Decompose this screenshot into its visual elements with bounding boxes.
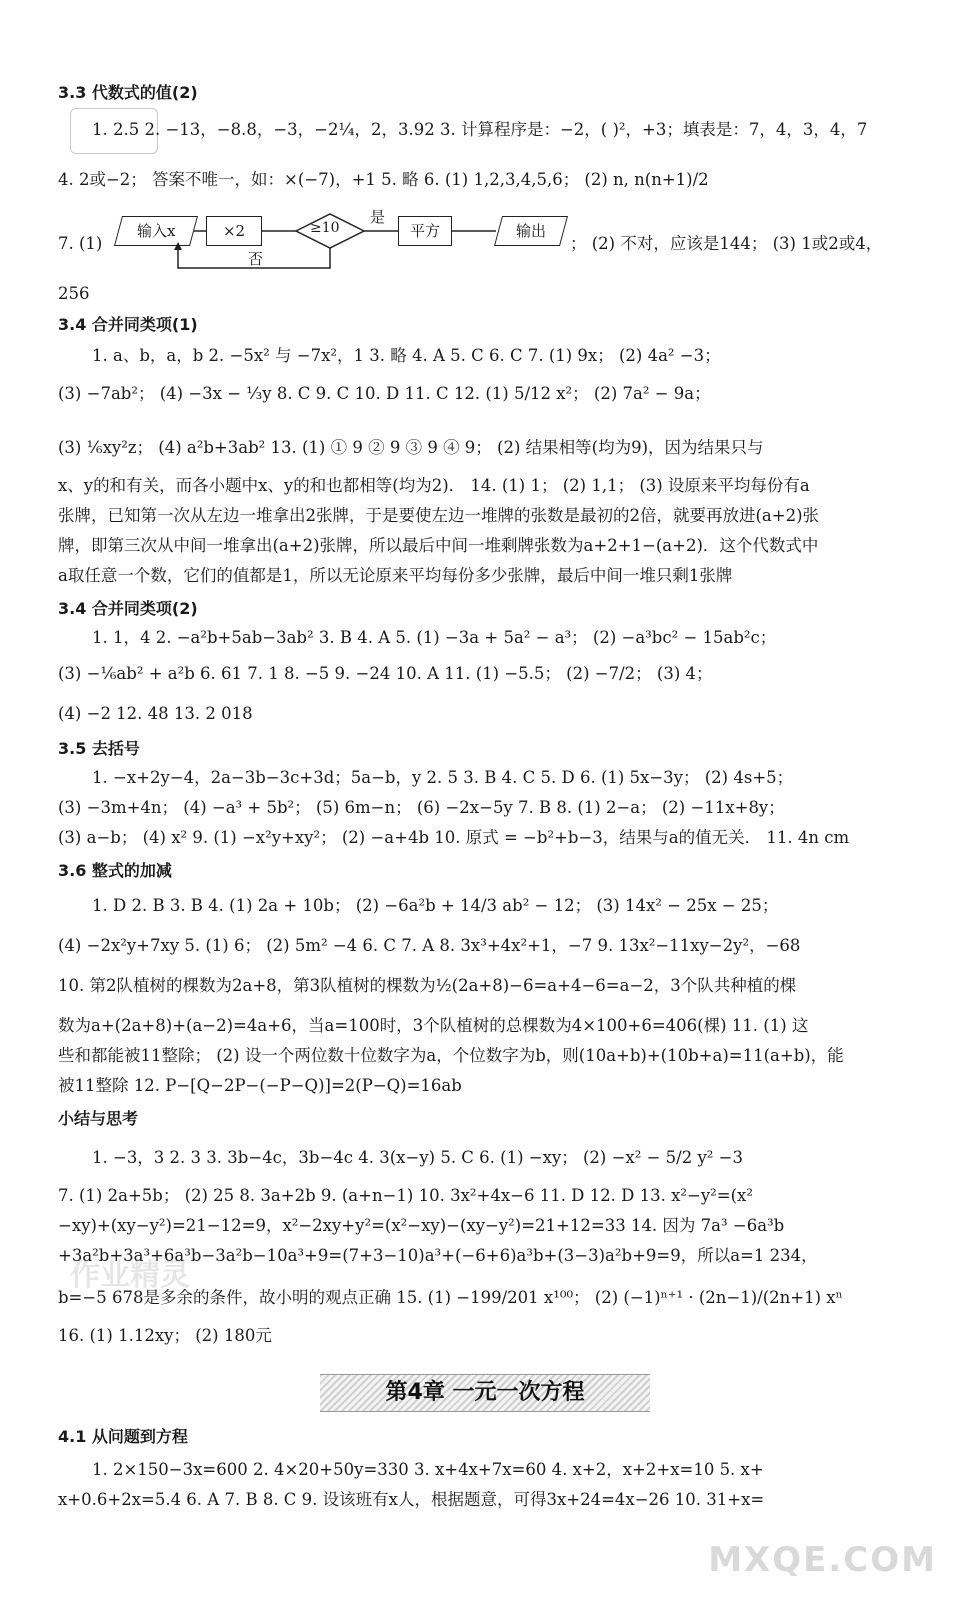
answer-line-prefix: 7. (1) [58, 234, 103, 253]
section-title-3-3: 3.3 代数式的值(2) [58, 83, 198, 102]
answer-line: 4. 2或−2； 答案不唯一，如：×(−7)，+1 5. 略 6. (1) 1,2,3,4,5,6； (2) n, n(n+1)/2 [58, 170, 709, 189]
section-title-3-6: 3.6 整式的加减 [58, 861, 172, 880]
section-title-4-1: 4.1 从问题到方程 [58, 1427, 188, 1446]
answer-line: 7. (1) 2a+5b； (2) 25 8. 3a+2b 9. (a+n−1) 10. 3x²+4x−6 11. D 12. D 13. x²−y²=(x² [58, 1186, 753, 1205]
section-title-3-4-1: 3.4 合并同类项(1) [58, 315, 198, 334]
answer-line-suffix: ； (2) 不对，应该是144； (3) 1或2或4， [570, 234, 883, 253]
answer-line: 10. 第2队植树的棵数为2a+8，第3队植树的棵数为½(2a+8)−6=a+4−6=a−2，3个队共种植的棵 [58, 976, 797, 995]
site-watermark: MXQE.COM [708, 1540, 937, 1580]
answer-line: 牌，即第三次从中间一堆拿出(a+2)张牌，所以最后中间一堆剩牌张数为a+2+1−(a+2)．这个代数式中 [58, 536, 819, 555]
answer-line: x+0.6+2x=5.4 6. A 7. B 8. C 9. 设该班有x人，根据题意，可得3x+24=4x−26 10. 31+x= [58, 1490, 765, 1509]
answer-line: −xy)+(xy−y²)=21−12=9，x²−2xy+y²=(x²−xy)−(xy−y²)=21+12=33 14. 因为 7a³ −6a³b [58, 1216, 785, 1235]
answer-line: 张牌，已知第一次从左边一堆拿出2张牌，于是要使左边一堆牌的张数是最初的2倍，就要再放进(a+2)张 [58, 506, 820, 525]
answer-line: 1. −x+2y−4，2a−3b−3c+3d；5a−b，y 2. 5 3. B 4. C 5. D 6. (1) 5x−3y； (2) 4s+5； [92, 768, 794, 787]
chapter-banner: 第4章 一元一次方程 [320, 1374, 650, 1412]
flowchart-no-label: 否 [248, 250, 264, 268]
flowchart-square-box: 平方 [398, 216, 452, 246]
answer-line: a取任意一个数，它们的值都是1，所以无论原来平均每份多少张牌，最后中间一堆只剩1张牌 [58, 566, 733, 585]
section-title-3-5: 3.5 去括号 [58, 739, 140, 758]
answer-line: 些和都能被11整除； (2) 设一个两位数十位数字为a，个位数字为b，则(10a+b)+(10b+a)=11(a+b)，能 [58, 1046, 844, 1065]
flowchart-multiply-box: ×2 [206, 216, 262, 246]
answer-line: x、y的和有关，而各小题中x、y的和也都相等(均为2)． 14. (1) 1； (2) 1,1； (3) 设原来平均每份有a [58, 476, 810, 495]
flowchart-condition-label: ≥10 [310, 220, 340, 236]
section-title-3-4-2: 3.4 合并同类项(2) [58, 599, 198, 618]
answer-line: 256 [58, 284, 90, 303]
answer-line: (4) −2x²y+7xy 5. (1) 6； (2) 5m² −4 6. C 7. A 8. 3x³+4x²+1，−7 9. 13x²−11xy−2y²，−68 [58, 936, 801, 955]
answer-line: 被11整除 12. P−[Q−2P−(−P−Q)]=2(P−Q)=16ab [58, 1076, 462, 1095]
section-title-summary: 小结与思考 [58, 1109, 139, 1128]
answer-line: (3) −7ab²； (4) −3x − ⅓y 8. C 9. C 10. D 11. C 12. (1) 5/12 x²； (2) 7a² − 9a； [58, 384, 711, 403]
answer-line: (3) a−b； (4) x² 9. (1) −x²y+xy²； (2) −a+4b 10. 原式 = −b²+b−3，结果与a的值无关． 11. 4n cm [58, 828, 850, 847]
answer-line: (3) ⅙xy²z； (4) a²b+3ab² 13. (1) ① 9 ② 9 ③ 9 ④ 9； (2) 结果相等(均为9)，因为结果只与 [58, 438, 764, 457]
answer-line: b=−5 678是多余的条件，故小明的观点正确 15. (1) −199/201 x¹⁰⁰； (2) (−1)ⁿ⁺¹ · (2n−1)/(2n+1) xⁿ [58, 1288, 843, 1307]
answer-line: 16. (1) 1.12xy； (2) 180元 [58, 1326, 272, 1345]
ghost-watermark: 作业精灵 [70, 1258, 190, 1293]
answer-line: 1. 2.5 2. −13，−8.8，−3，−2¼，2，3.92 3. 计算程序是：−2，( )²，+3；填表是：7，4，3，4，7 [92, 120, 868, 139]
answer-line: 1. −3，3 2. 3 3. 3b−4c，3b−4c 4. 3(x−y) 5. C 6. (1) −xy； (2) −x² − 5/2 y² −3 [92, 1148, 743, 1167]
answer-line: 1. 1，4 2. −a²b+5ab−3ab² 3. B 4. A 5. (1) −3a + 5a² − a³； (2) −a³bc² − 15ab²c； [92, 628, 777, 647]
answer-line: (4) −2 12. 48 13. 2 018 [58, 704, 253, 723]
answer-line: (3) −⅙ab² + a²b 6. 61 7. 1 8. −5 9. −24 10. A 11. (1) −5.5； (2) −7/2； (3) 4； [58, 664, 713, 683]
answer-line: 1. a、b，a，b 2. −5x² 与 −7x²，1 3. 略 4. A 5. C 6. C 7. (1) 9x； (2) 4a² −3； [92, 346, 721, 365]
answer-line: (3) −3m+4n； (4) −a³ + 5b²； (5) 6m−n； (6) −2x−5y 7. B 8. (1) 2−a； (2) −11x+8y； [58, 798, 785, 817]
flowchart-input-box: 输入x [114, 216, 198, 246]
answer-line: +3a²b+3a³+6a³b−3a²b−10a³+9=(7+3−10)a³+(−6+6)a³b+(3−3)a²b+9=9，所以a=1 234， [58, 1246, 818, 1265]
answer-line: 1. D 2. B 3. B 4. (1) 2a + 10b； (2) −6a²b + 14/3 ab² − 12； (3) 14x² − 25x − 25； [92, 896, 779, 915]
flowchart-yes-label: 是 [370, 208, 386, 226]
answer-line: 1. 2×150−3x=600 2. 4×20+50y=330 3. x+4x+7x=60 4. x+2，x+2+x=10 5. x+ [92, 1460, 764, 1479]
flowchart-output-box: 输出 [494, 216, 568, 246]
answer-line: 数为a+(2a+8)+(a−2)=4a+6，当a=100时，3个队植树的总棵数为4×100+6=406(棵) 11. (1) 这 [58, 1016, 809, 1035]
